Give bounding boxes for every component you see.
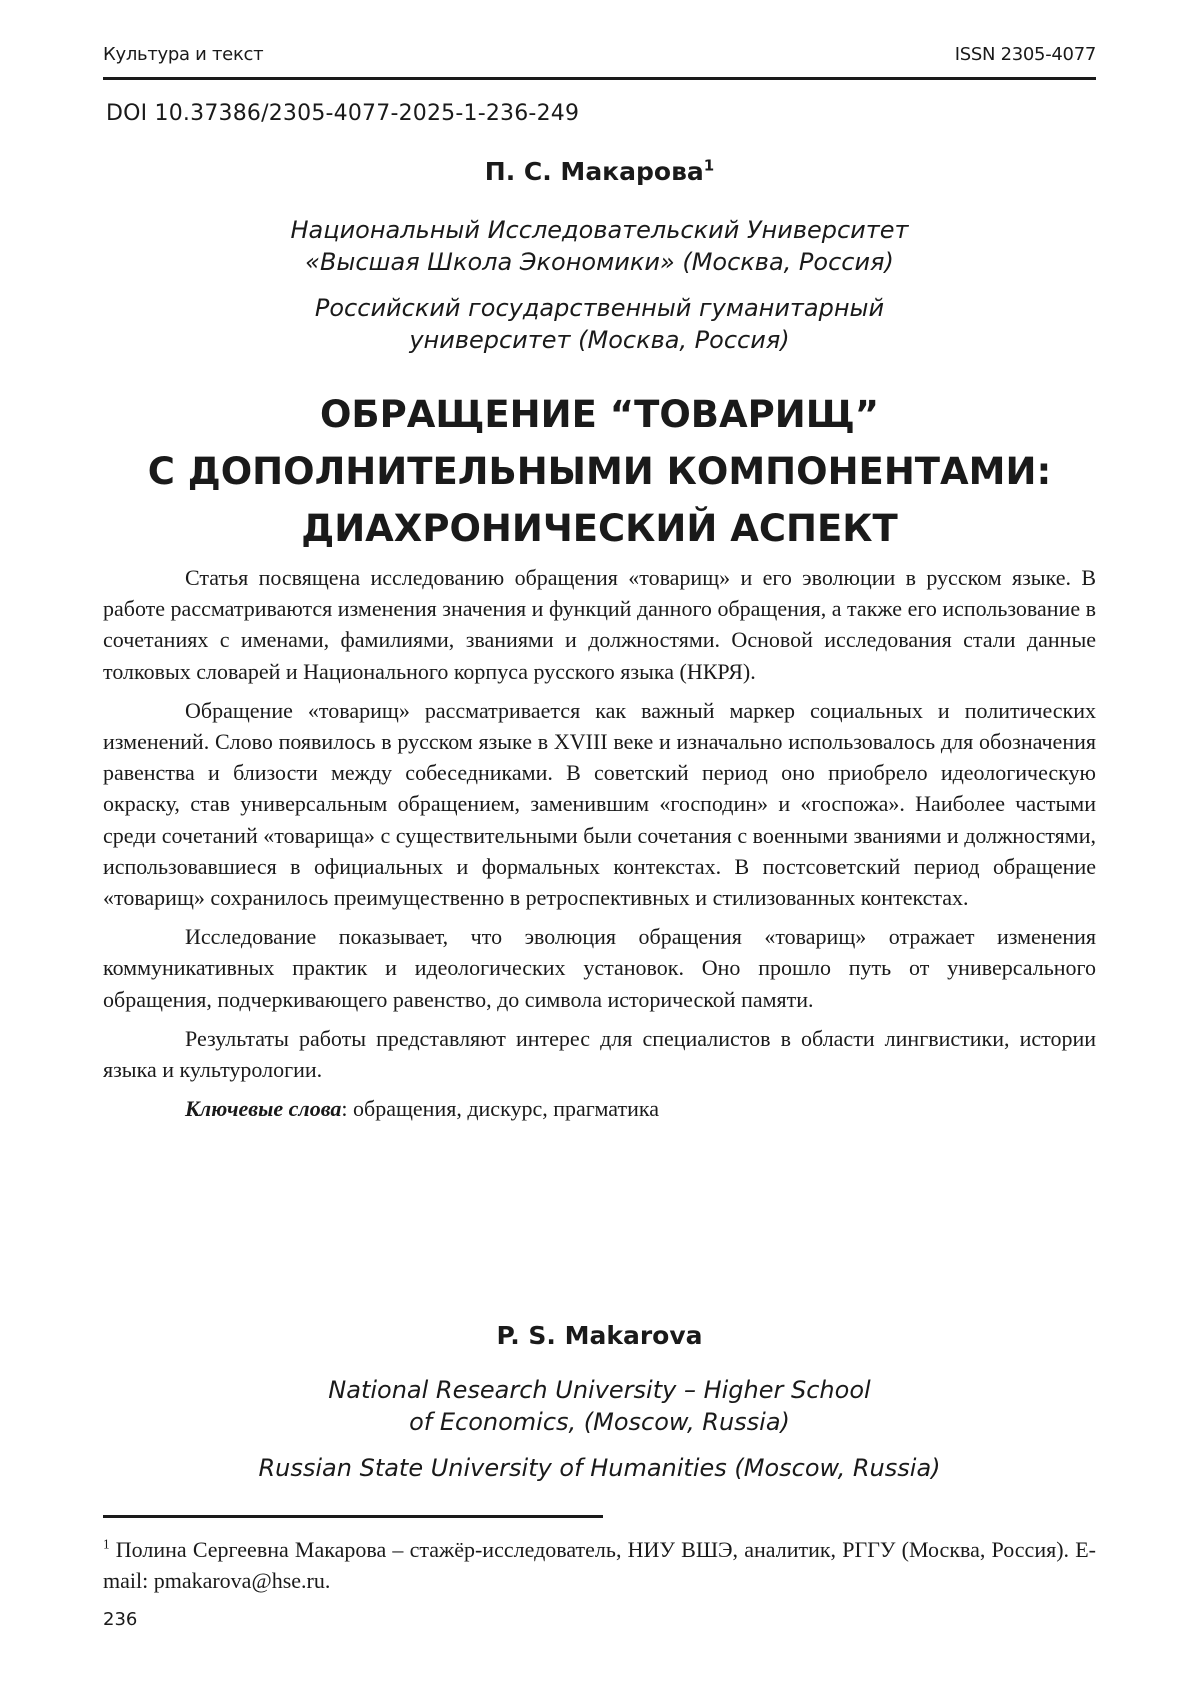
footnote-text: Полина Сергеевна Макарова – стажёр-исследователь, НИУ ВШЭ, аналитик, РГГУ (Москва, Россия). E-mail: pmakarova@hse.ru. xyxy=(103,1537,1096,1593)
affiliation-line: «Высшая Школа Экономики» (Москва, Россия) xyxy=(305,248,894,276)
affiliation-en-rsuh xyxy=(103,1452,1096,1484)
affiliation-line: Российский государственный гуманитарный xyxy=(314,294,885,322)
keywords-separator: : xyxy=(341,1096,354,1122)
abstract-paragraph: Исследование показывает, что эволюция обращения «товарищ» отражает изменения коммуникативных практик и идеологических установок. Оно прошло путь от универсального обращения, подчеркивающего равенство, до символа исторической памяти. xyxy=(103,924,1096,1012)
title-line: ДИАХРОНИЧЕСКИЙ АСПЕКТ xyxy=(301,507,898,550)
article-title xyxy=(103,386,1096,557)
title-line: ОБРАЩЕНИЕ “ТОВАРИЩ” xyxy=(319,393,880,436)
page-number: 236 xyxy=(103,1609,138,1630)
keywords xyxy=(103,1093,1096,1124)
abstract-paragraph: Результаты работы представляют интерес для специалистов в области лингвистики, истории языка и культурологии. xyxy=(103,1025,1096,1083)
journal-title: Культура и текст xyxy=(103,44,264,65)
affiliation-en-hse xyxy=(103,1374,1096,1438)
affiliation-ru-hse xyxy=(103,214,1096,278)
author-name-ru xyxy=(103,157,1096,186)
affiliation-line: of Economics, (Moscow, Russia) xyxy=(409,1408,790,1436)
abstract-paragraph: Обращение «товарищ» рассматривается как важный маркер социальных и политических изменений. Слово появилось в русском языке в XVIII веке и изначально использовалось для обозначения равенства и близости между собеседниками. В советский период оно приобрело идеологическую окраску, став универсальным обращением, заменившим «господин» и «госпожа». Наиболее частыми среди сочетаний «товарища» с существительными были сочетания с военными званиями и должностями, использовавшиеся в официальных и формальных контекстах. В постсоветский период обращение «товарищ» сохранилось преимущественно в ретроспективных и стилизованных контекстах. xyxy=(103,697,1096,911)
header-rule xyxy=(103,77,1096,80)
article-page xyxy=(103,0,1096,1703)
affiliation-line: National Research University – Higher School xyxy=(328,1376,871,1404)
footnote xyxy=(103,1534,1096,1596)
affiliation-line: Национальный Исследовательский Университет xyxy=(290,216,909,244)
author-footnote-mark: 1 xyxy=(703,156,715,175)
abstract-paragraph: Статья посвящена исследованию обращения «товарищ» и его эволюции в русском языке. В работе рассматриваются изменения значения и функций данного обращения, а также его использование в сочетаниях с именами, фамилиями, званиями и должностями. Основой исследования стали данные толковых словарей и Национального корпуса русского языка (НКРЯ). xyxy=(103,565,1096,684)
doi: DOI 10.37386/2305-4077-2025-1-236-249 xyxy=(106,101,580,126)
affiliation-line: Russian State University of Humanities (Moscow, Russia) xyxy=(258,1454,941,1482)
author-name-ru-text: П. С. Макарова xyxy=(484,157,704,186)
keywords-label: Ключевые слова xyxy=(185,1096,342,1122)
running-header xyxy=(103,44,1096,65)
footnote-rule xyxy=(103,1515,603,1518)
issn: ISSN 2305-4077 xyxy=(954,44,1096,65)
footnote-mark: 1 xyxy=(103,1536,110,1552)
title-line: С ДОПОЛНИТЕЛЬНЫМИ КОМПОНЕНТАМИ: xyxy=(147,450,1052,493)
abstract xyxy=(103,562,1096,1132)
keywords-list: обращения, дискурс, прагматика xyxy=(353,1096,659,1122)
author-name-en: P. S. Makarova xyxy=(496,1321,703,1350)
affiliation-line: университет (Москва, Россия) xyxy=(409,326,790,354)
affiliation-ru-rsuh xyxy=(103,292,1096,356)
